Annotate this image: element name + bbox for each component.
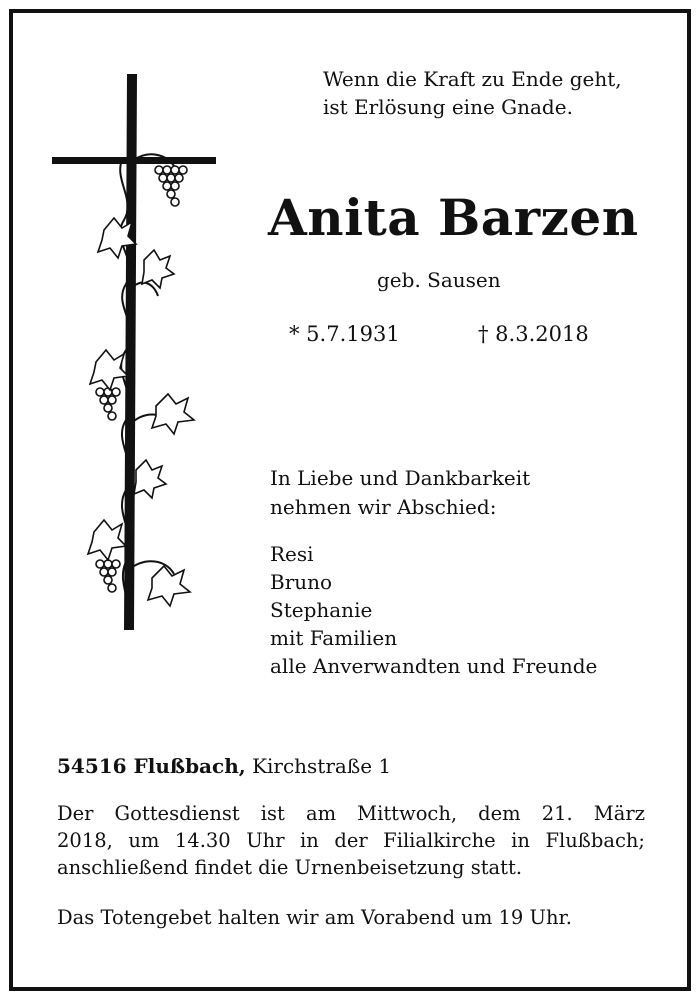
mourner-name: Bruno — [270, 570, 333, 594]
death-date: † 8.3.2018 — [478, 322, 589, 346]
deceased-name: Anita Barzen — [268, 188, 639, 247]
farewell-line-2: nehmen wir Abschied: — [270, 495, 497, 519]
mourner-name: Resi — [270, 542, 314, 566]
prayer-info: Das Totengebet halten wir am Vorabend um 19 Uhr. — [57, 906, 572, 929]
mourner-name: mit Familien — [270, 626, 398, 650]
service-line-2: 2018, um 14.30 Uhr in der Filialkirche in Flußbach; — [57, 829, 645, 852]
epigraph-line-2: ist Erlösung eine Gnade. — [323, 95, 573, 119]
epigraph — [323, 65, 622, 121]
mourner-list — [270, 540, 597, 680]
mourner-name: Stephanie — [270, 598, 373, 622]
farewell-line-1: In Liebe und Dankbarkeit — [270, 466, 531, 490]
service-line-1: Der Gottesdienst ist am Mittwoch, dem 21. März — [57, 802, 645, 825]
mourner-name: alle Anverwandten und Freunde — [270, 654, 598, 678]
maiden-name: geb. Sausen — [377, 268, 501, 292]
epigraph-line-1: Wenn die Kraft zu Ende geht, — [323, 67, 622, 91]
cross-with-grapevine-icon — [44, 70, 224, 635]
address-place: 54516 Flußbach, — [57, 754, 246, 778]
family-address — [57, 754, 391, 778]
service-info — [57, 800, 645, 881]
address-street: Kirchstraße 1 — [252, 754, 392, 778]
service-line-3: anschließend findet die Urnenbeisetzung statt. — [57, 856, 523, 879]
farewell-text — [270, 464, 530, 522]
birth-date: * 5.7.1931 — [289, 322, 400, 346]
